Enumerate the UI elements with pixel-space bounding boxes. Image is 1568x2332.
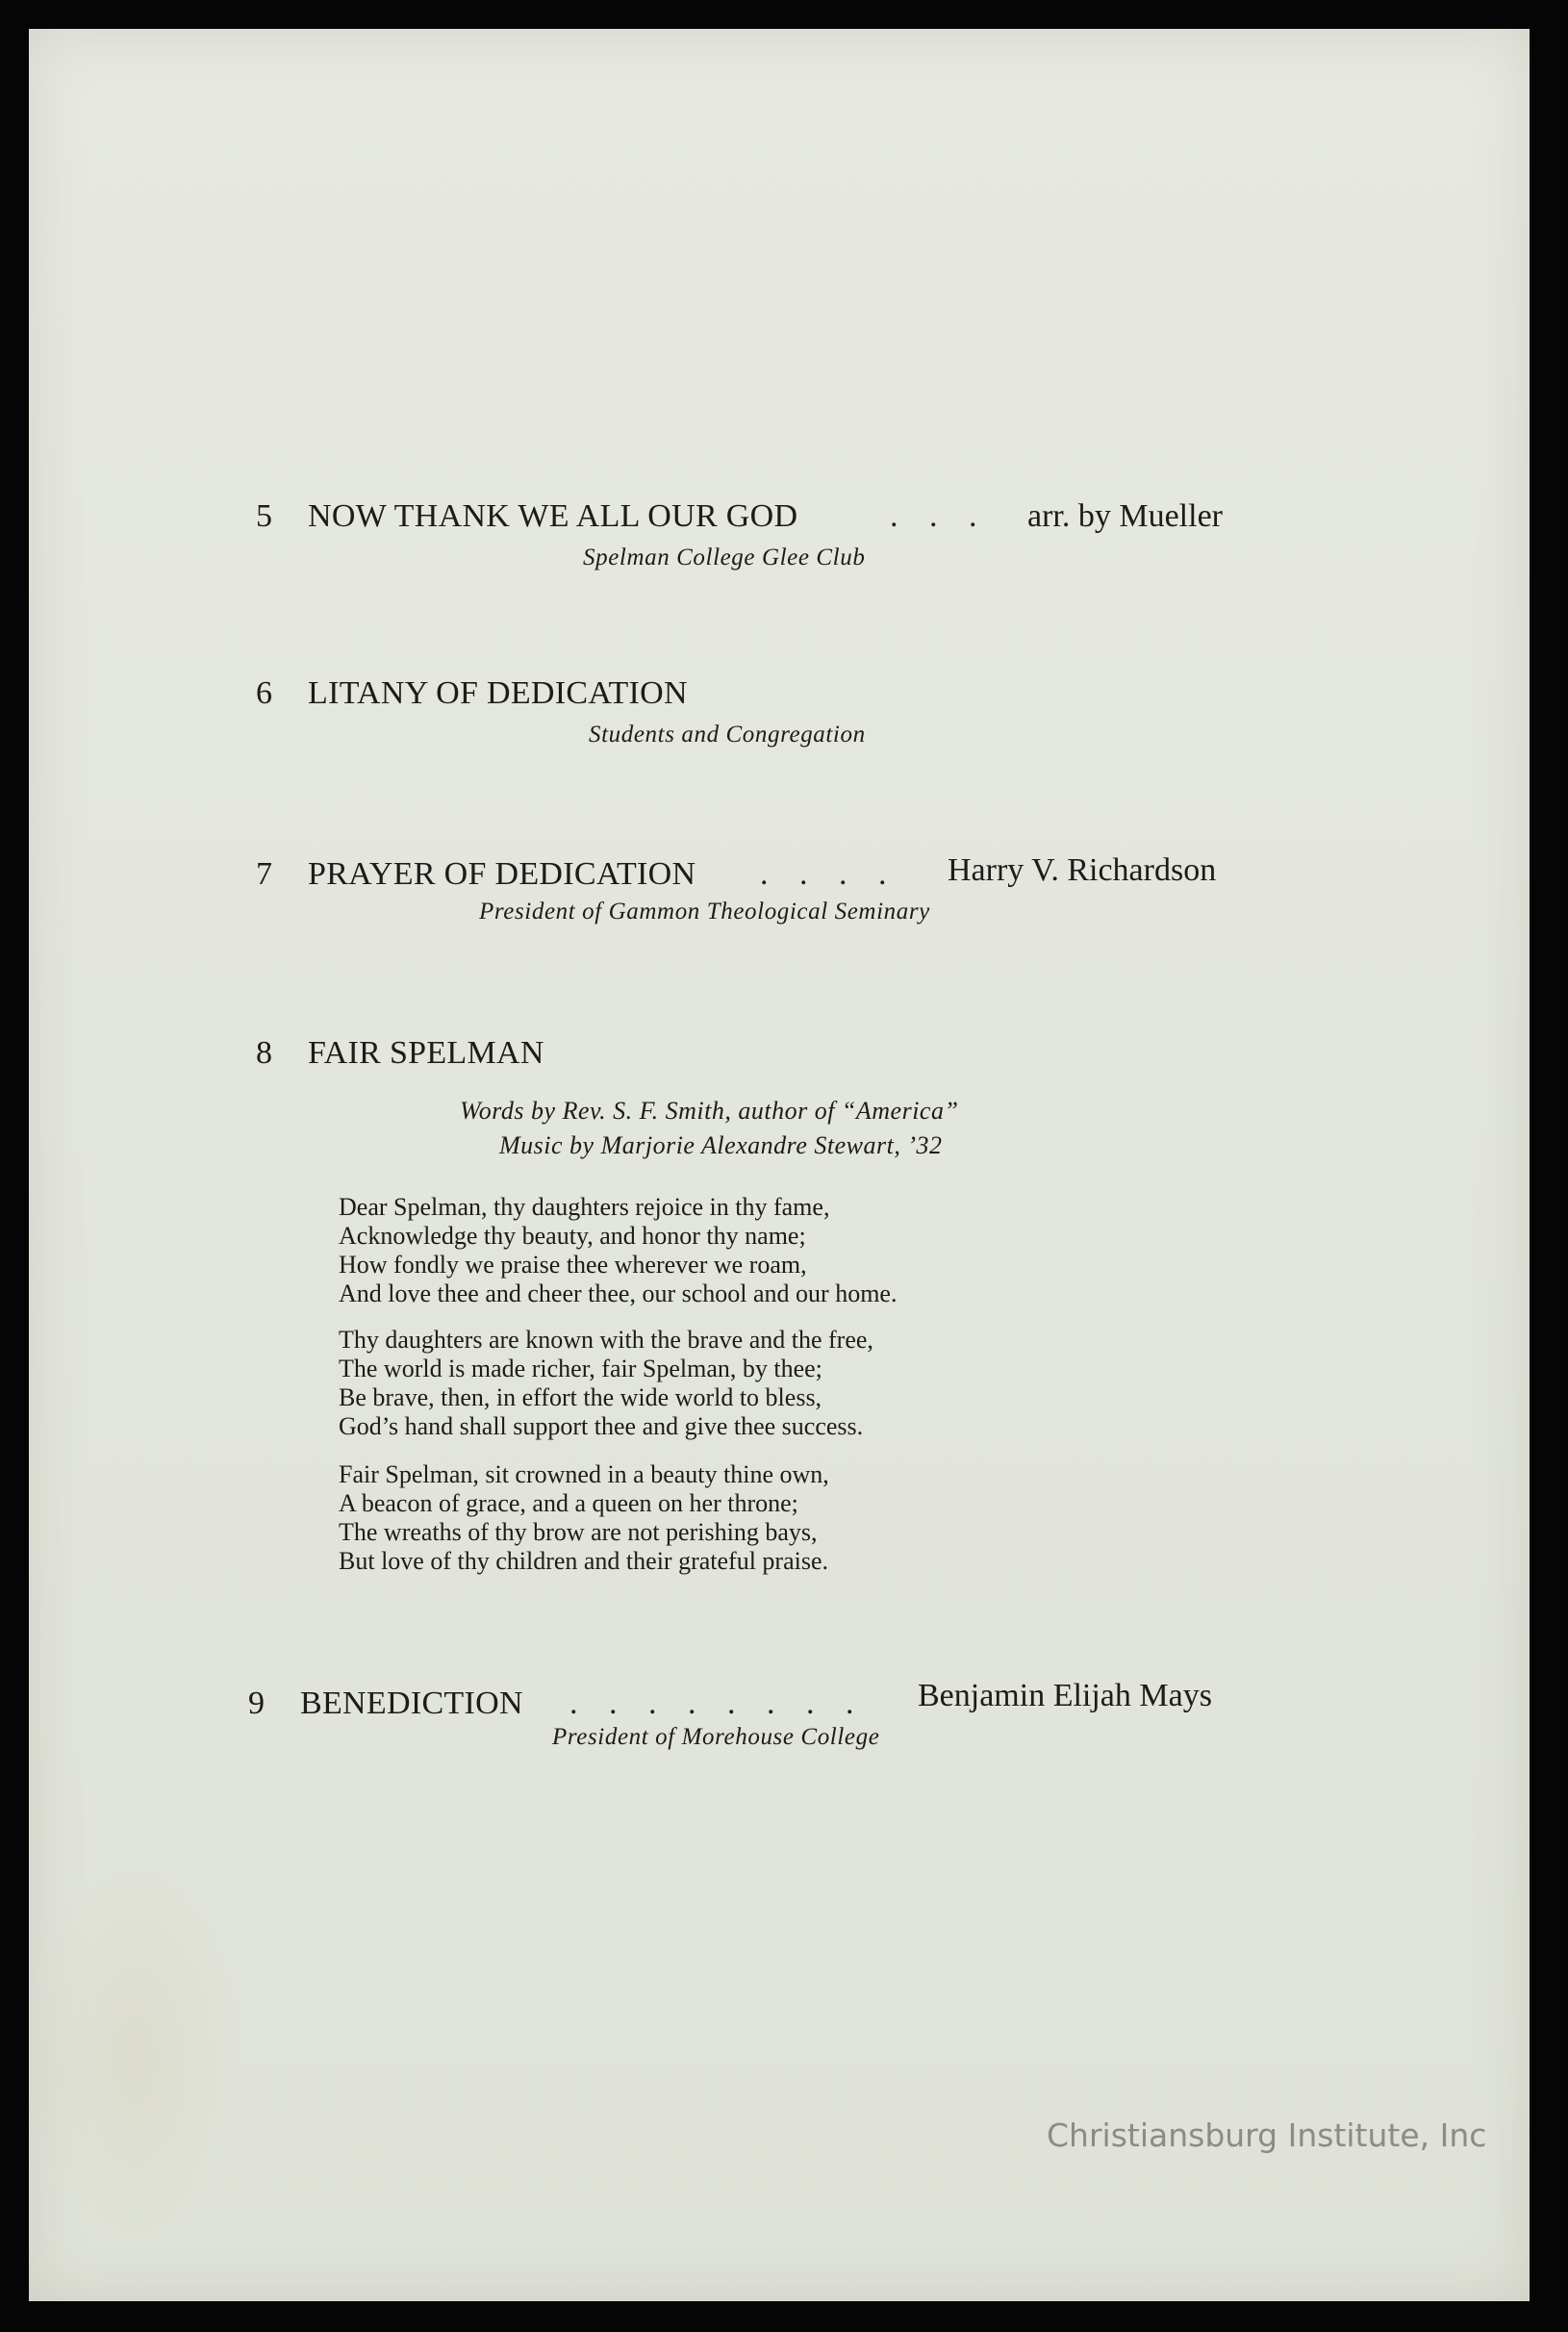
item-leader-dots: . . . . . . . .	[569, 1686, 866, 1721]
hymn-stanza-3	[339, 1460, 829, 1576]
item-title: NOW THANK WE ALL OUR GOD	[308, 498, 798, 534]
program-page	[29, 29, 1530, 2301]
hymn-line: A beacon of grace, and a queen on her throne;	[339, 1489, 798, 1517]
hymn-line: But love of thy children and their grateful praise.	[339, 1547, 829, 1575]
item-title: FAIR SPELMAN	[308, 1035, 544, 1071]
hymn-line: Be brave, then, in effort the wide world to bless,	[339, 1383, 822, 1411]
item-leader-dots: . . . .	[760, 856, 898, 892]
item-title: LITANY OF DEDICATION	[308, 675, 688, 711]
item-subtitle: Spelman College Glee Club	[583, 545, 866, 570]
item-subtitle: President of Gammon Theological Seminary	[479, 899, 930, 925]
item-number: 8	[256, 1035, 272, 1071]
item-number: 7	[256, 856, 272, 892]
item-number: 6	[256, 675, 272, 711]
hymn-line: And love thee and cheer thee, our school and our home.	[339, 1280, 898, 1307]
hymn-line: The world is made richer, fair Spelman, by thee;	[339, 1355, 822, 1382]
hymn-line: Fair Spelman, sit crowned in a beauty thine own,	[339, 1460, 829, 1488]
item-subtitle: Students and Congregation	[589, 722, 866, 748]
item-title: BENEDICTION	[300, 1686, 523, 1721]
hymn-stanza-1	[339, 1193, 897, 1308]
hymn-line: God’s hand shall support thee and give thee success.	[339, 1412, 864, 1440]
item-officiant: Harry V. Richardson	[948, 852, 1217, 888]
item-title: PRAYER OF DEDICATION	[308, 856, 696, 892]
hymn-line: Thy daughters are known with the brave and the free,	[339, 1326, 873, 1354]
item-subtitle: President of Morehouse College	[552, 1724, 880, 1750]
item-performer: arr. by Mueller	[1027, 498, 1223, 534]
hymn-line: Acknowledge thy beauty, and honor thy name;	[339, 1222, 806, 1250]
words-credit: Words by Rev. S. F. Smith, author of “America”	[460, 1097, 959, 1125]
hymn-line: The wreaths of thy brow are not perishing bays,	[339, 1518, 818, 1546]
item-number: 5	[256, 498, 272, 534]
item-leader-dots: . . .	[890, 498, 989, 534]
item-number: 9	[248, 1686, 265, 1721]
hymn-line: How fondly we praise thee wherever we roam,	[339, 1251, 807, 1279]
watermark-text: Christiansburg Institute, Inc	[1047, 2117, 1487, 2154]
hymn-stanza-2	[339, 1326, 873, 1441]
hymn-line: Dear Spelman, thy daughters rejoice in thy fame,	[339, 1193, 830, 1221]
music-credit: Music by Marjorie Alexandre Stewart, ’32	[499, 1131, 943, 1159]
item-officiant: Benjamin Elijah Mays	[918, 1678, 1212, 1713]
